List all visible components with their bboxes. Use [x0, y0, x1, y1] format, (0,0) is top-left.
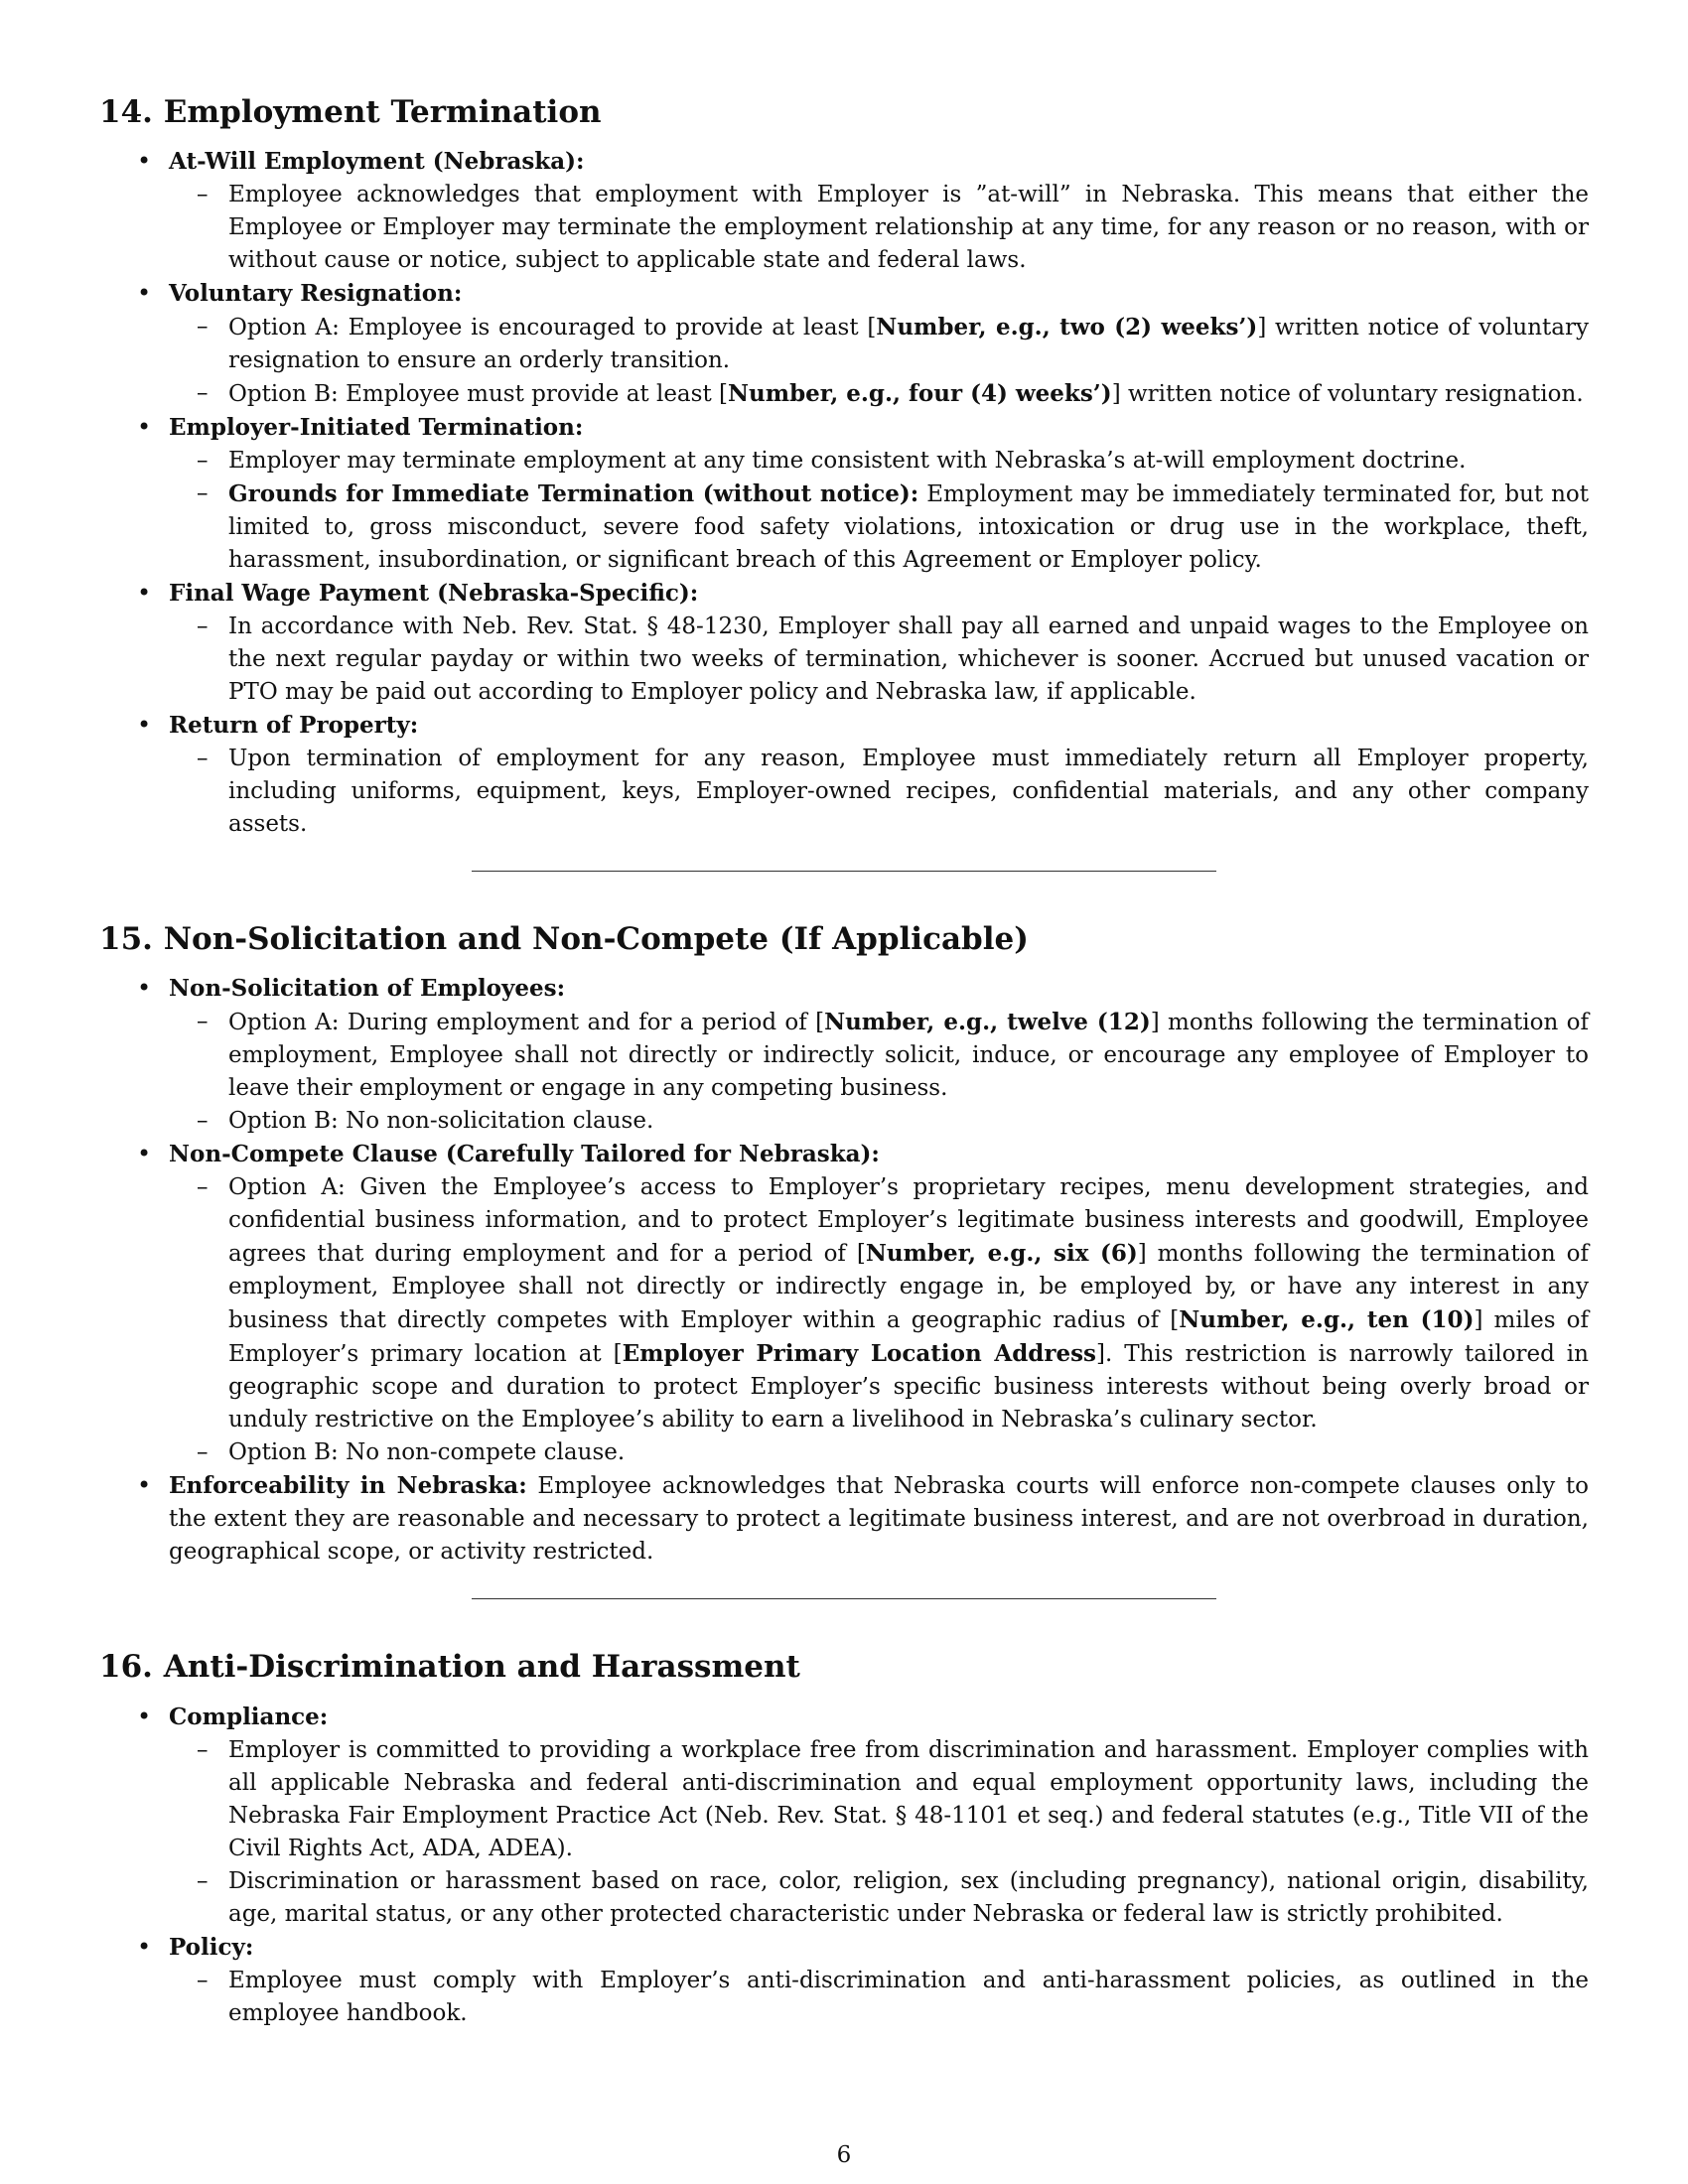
at-will-heading: At-Will Employment (Nebraska):: [169, 148, 585, 176]
compliance-heading: Compliance:: [169, 1703, 329, 1730]
list-item: [99, 709, 1589, 841]
sub-item: – Option A: Employee is encouraged to provide at least [Number, e.g., two (2) weeks’)] written notice of voluntary resignation to ensure an orderly transition.: [169, 311, 1589, 377]
list-item: [99, 1469, 1589, 1569]
sub-item: – Option B: No non-solicitation clause.: [169, 1105, 1589, 1138]
employer-termination-heading: Employer-Initiated Termination:: [169, 414, 584, 442]
enforceability-text: Employee acknowledges that Nebraska courts will enforce non-compete clauses only to the extent they are reasonable and necessary to protect a legitimate business interest, and are not overbroad in duration, geographical scope, or activity restricted.: [169, 1473, 1589, 1566]
sub-item: – Discrimination or harassment based on race, color, religion, sex (including pregnancy), national origin, disability, age, marital status, or any other protected characteristic under Nebraska or federal law is strictly prohibited.: [169, 1865, 1589, 1931]
sub-item: – Employer is committed to providing a workplace free from discrimination and harassment. Employer complies with all applicable Nebraska and federal anti-discrimination and equal employment opportunity laws, including the Nebraska Fair Employment Practice Act (Neb. Rev. Stat. § 48-1101 et seq.) and federal statutes (e.g., Title VII of the Civil Rights Act, ADA, ADEA).: [169, 1734, 1589, 1865]
list-item: [99, 411, 1589, 577]
final-wage-heading: Final Wage Payment (Nebraska-Specific):: [169, 580, 699, 608]
sub-item: – Grounds for Immediate Termination (without notice): Employment may be immediately terminated for, but not limited to, gross misconduct, severe food safety violations, intoxication or drug use in the workplace, theft, harassment, insubordination, or significant breach of this Agreement or Employer policy.: [169, 478, 1589, 577]
section-14-title: 14. Employment Termination: [99, 94, 602, 130]
sub-item: – Employer may terminate employment at any time consistent with Nebraska’s at-will employment doctrine.: [169, 445, 1589, 478]
non-compete-heading: Non-Compete Clause (Carefully Tailored for Nebraska):: [169, 1141, 880, 1168]
list-item: [99, 577, 1589, 709]
voluntary-resignation-heading: Voluntary Resignation:: [169, 280, 463, 308]
list-item: [99, 145, 1589, 277]
section-divider: [472, 1598, 1216, 1599]
return-property-heading: Return of Property:: [169, 712, 419, 740]
sub-item: – Upon termination of employment for any reason, Employee must immediately return all Employer property, including uniforms, equipment, keys, Employer-owned recipes, confidential materials, and any other company assets.: [169, 743, 1589, 841]
section-divider: [472, 871, 1216, 872]
section-15-list: [99, 972, 1589, 1569]
sub-item: – Option A: During employment and for a period of [Number, e.g., twelve (12)] months following the termination of employment, Employee shall not directly or indirectly solicit, induce, or encourage any employee of Employer to leave their employment or engage in any competing business.: [169, 1006, 1589, 1105]
list-item: [99, 972, 1589, 1138]
document-page: [99, 94, 1589, 2030]
sub-item: – Option B: No non-compete clause.: [169, 1436, 1589, 1469]
sub-item: – Option A: Given the Employee’s access to Employer’s proprietary recipes, menu development strategies, and confidential business information, and to protect Employer’s legitimate business interests and goodwill, Employee agrees that during employment and for a period of [Number, e.g., six (6)] months following the termination of employment, Employee shall not directly or indirectly engage in, be employed by, or have any interest in any business that directly competes with Employer within a geographic radius of [Number, e.g., ten (10)] miles of Employer’s primary location at [Employer Primary Location Address]. This restriction is narrowly tailored in geographic scope and duration to protect Employer’s specific business interests without being overly broad or unduly restrictive on the Employee’s ability to earn a livelihood in Nebraska’s culinary sector.: [169, 1171, 1589, 1436]
page-number: 6: [836, 2142, 852, 2168]
sub-item: – Employee acknowledges that employment with Employer is ”at-will” in Nebraska. This means that either the Employee or Employer may terminate the employment relationship at any time, for any reason or no reason, with or without cause or notice, subject to applicable state and federal laws.: [169, 179, 1589, 277]
sub-item: – Employee must comply with Employer’s anti-discrimination and anti-harassment policies, as outlined in the employee handbook.: [169, 1965, 1589, 2030]
section-15-title: 15. Non-Solicitation and Non-Compete (If Applicable): [99, 921, 1029, 958]
section-16-title: 16. Anti-Discrimination and Harassment: [99, 1649, 800, 1686]
enforceability-heading: Enforceability in Nebraska:: [169, 1472, 527, 1500]
list-item: [99, 277, 1589, 411]
list-item: [99, 1701, 1589, 1931]
policy-heading: Policy:: [169, 1933, 254, 1961]
sub-item: – Option B: Employee must provide at least [Number, e.g., four (4) weeks’)] written notice of voluntary resignation.: [169, 377, 1589, 411]
section-14-list: [99, 145, 1589, 841]
list-item: [99, 1138, 1589, 1469]
sub-item: – In accordance with Neb. Rev. Stat. § 48-1230, Employer shall pay all earned and unpaid wages to the Employee on the next regular payday or within two weeks of termination, whichever is sooner. Accrued but unused vacation or PTO may be paid out according to Employer policy and Nebraska law, if applicable.: [169, 611, 1589, 709]
list-item: [99, 1931, 1589, 2030]
non-solicitation-heading: Non-Solicitation of Employees:: [169, 975, 566, 1003]
section-16-list: [99, 1701, 1589, 2030]
